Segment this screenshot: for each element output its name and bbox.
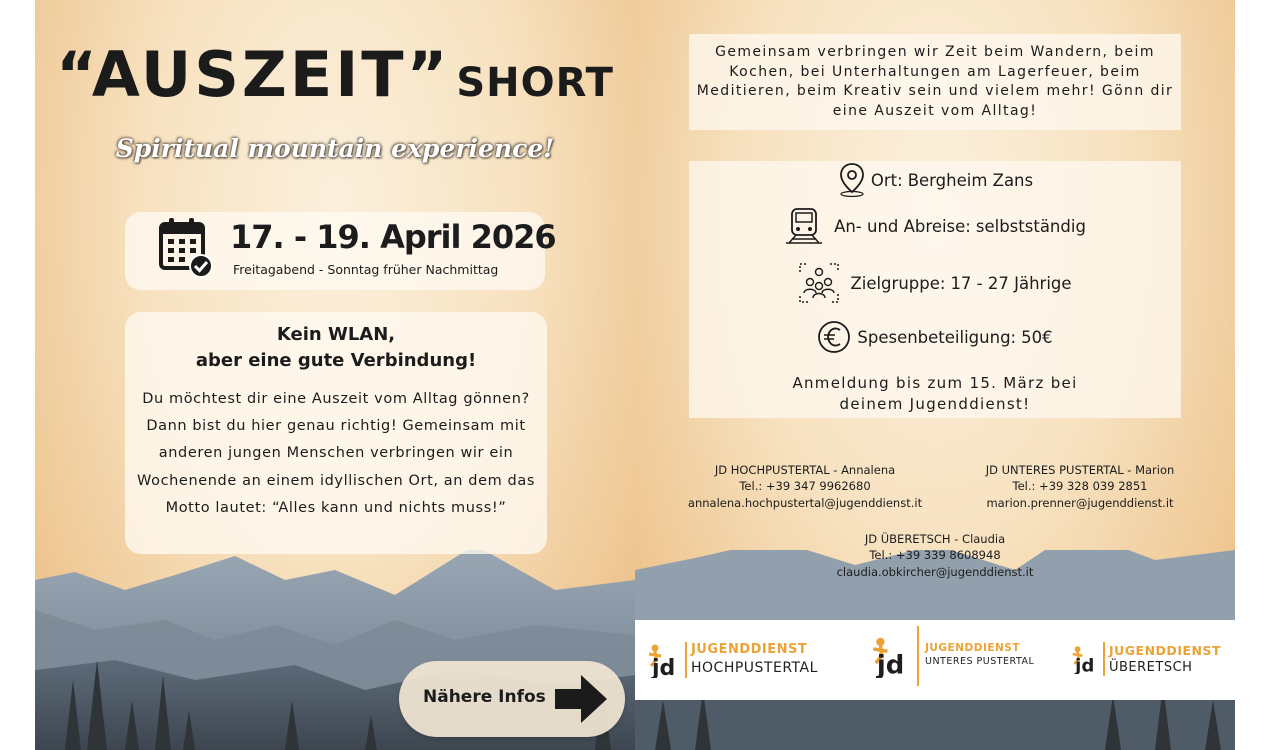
logo-region: HOCHPUSTERTAL [691, 660, 818, 676]
cost-value: 50€ [1021, 327, 1053, 347]
euro-icon [817, 320, 851, 354]
logo-region: UNTERES PUSTERTAL [925, 656, 1035, 667]
info-headline-line2: aber eine gute Verbindung! [195, 350, 477, 371]
logo-jd-unteres-pustertal [871, 620, 1035, 700]
logo-jd-hochpustertal [647, 620, 837, 700]
train-icon [784, 207, 824, 245]
left-flyer-panel [35, 0, 635, 750]
contact-unteres-pustertal [935, 462, 1225, 511]
title-auszeit: “AUSZEIT” [56, 38, 451, 111]
jd-logo-mark: jd [652, 656, 676, 678]
contact-office: JD HOCHPUSTERTAL - Annalena [714, 463, 896, 477]
location-pin-icon [837, 162, 867, 198]
location-label: Ort: [870, 170, 903, 190]
flyer-subtitle: Spiritual mountain experience! [115, 134, 555, 163]
travel-value: selbstständig [975, 216, 1086, 236]
jd-logo-mark-icon [1071, 644, 1099, 674]
target-group-row [689, 261, 1181, 305]
contact-email[interactable]: annalena.hochpustertal@jugenddienst.it [687, 495, 923, 510]
logo-band [635, 620, 1235, 700]
intro-box [689, 34, 1181, 130]
registration-text [689, 373, 1181, 414]
jd-logo-mark: jd [876, 650, 905, 678]
jd-logo-mark-icon [871, 634, 911, 678]
logo-region: ÜBERETSCH [1109, 660, 1193, 675]
travel-row [689, 207, 1181, 245]
title-short: SHORT [456, 60, 614, 106]
cost-label: Spesenbeteiligung: [857, 327, 1017, 347]
cost-row [689, 318, 1181, 356]
registration-line1: Anmeldung bis zum 15. März bei [792, 374, 1078, 392]
contact-email[interactable]: claudia.obkircher@jugenddienst.it [836, 564, 1034, 579]
logo-brand: JUGENDDIENST [1109, 643, 1221, 658]
event-date-subtext: Freitagabend - Sonntag früher Nachmittag [233, 262, 499, 277]
info-headline-line1: Kein WLAN, [276, 324, 396, 345]
target-value: 17 - 27 Jährige [950, 273, 1072, 293]
registration-line2: deinem Jugenddienst! [839, 394, 1031, 413]
logo-jd-ueberetsch [1071, 620, 1235, 700]
event-date: 17. - 19. April 2026 [230, 218, 556, 256]
info-card [125, 312, 547, 554]
jd-logo-mark-icon [647, 642, 681, 678]
intro-text: Gemeinsam verbringen wir Zeit beim Wandern, beim Kochen, bei Unterhaltungen am Lagerfeuer, beim Meditieren, beim Kreativ sein und vielem mehr! Gönn dir eine Auszeit vom Alltag! [696, 44, 1174, 119]
logo-brand: JUGENDDIENST [925, 642, 1021, 654]
contact-hochpustertal [675, 462, 935, 511]
details-box [689, 161, 1181, 418]
contact-office: JD UNTERES PUSTERTAL - Marion [985, 463, 1175, 477]
flyer-title [35, 38, 635, 111]
jd-logo-mark: jd [1075, 655, 1095, 674]
contact-email[interactable]: marion.prenner@jugenddienst.it [986, 495, 1174, 510]
contact-phone[interactable]: Tel.: +39 347 9962680 [739, 479, 871, 494]
calendar-check-icon [159, 216, 215, 278]
more-info-label: Nähere Infos [423, 687, 546, 707]
target-label: Zielgruppe: [850, 273, 946, 293]
info-headline [125, 322, 547, 374]
contact-office: JD ÜBERETSCH - Claudia [864, 532, 1006, 546]
contact-ueberetsch [795, 531, 1075, 580]
contact-phone[interactable]: Tel.: +39 339 8608948 [869, 548, 1001, 563]
logo-brand: JUGENDDIENST [691, 642, 808, 657]
info-body-text: Du möchtest dir eine Auszeit vom Alltag gönnen? Dann bist du hier genau richtig! Gemeinsam mit anderen jungen Menschen verbringen wir ein Wochenende an einem idyllischen Ort, an dem das Motto lautet: “Alles kann und nichts muss!” [137, 391, 535, 516]
right-flyer-panel [635, 0, 1235, 750]
contact-phone[interactable]: Tel.: +39 328 039 2851 [1012, 479, 1148, 494]
group-icon [798, 262, 840, 304]
arrow-right-icon [553, 673, 609, 725]
more-info-button[interactable] [399, 661, 625, 737]
travel-label: An- und Abreise: [834, 216, 971, 236]
location-row [689, 161, 1181, 199]
date-card [125, 212, 556, 290]
location-value: Bergheim Zans [907, 170, 1034, 190]
